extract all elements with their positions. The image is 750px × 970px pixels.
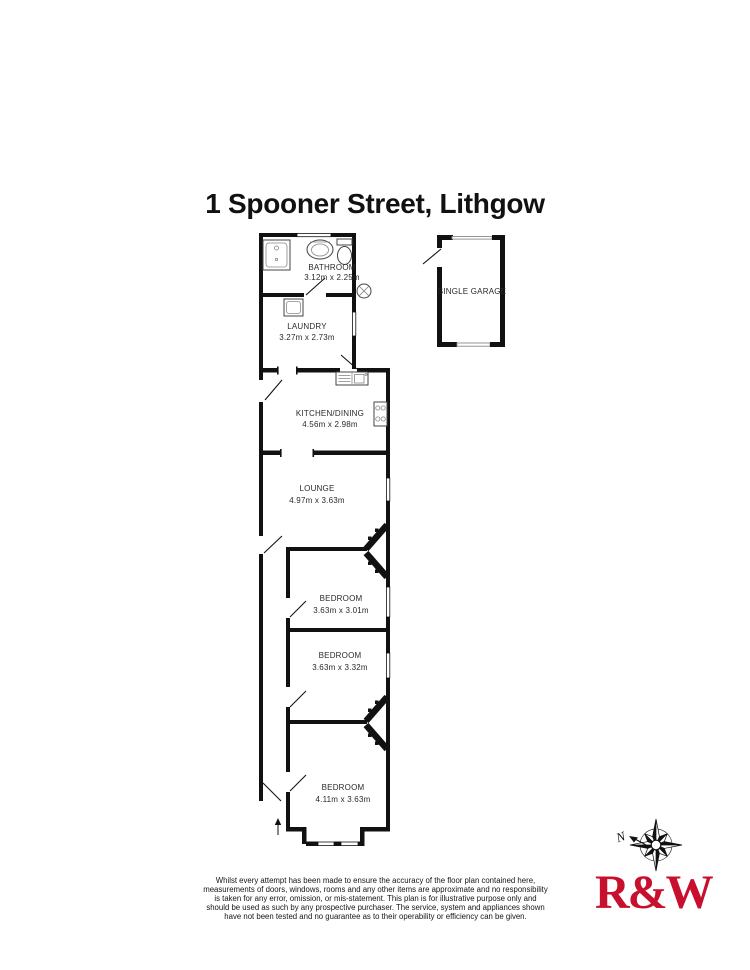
fireplace bbox=[366, 525, 387, 549]
fireplace bbox=[366, 725, 387, 749]
laundry-tub bbox=[284, 299, 303, 316]
wall-left bbox=[259, 554, 263, 801]
kitchen-door-swing bbox=[265, 380, 282, 400]
lounge-door-swing bbox=[264, 536, 282, 553]
stove bbox=[374, 402, 387, 426]
lounge-window bbox=[386, 478, 389, 501]
kitchen-sink bbox=[336, 372, 368, 385]
wall-divider bbox=[326, 293, 356, 297]
room-dims: 4.11m x 3.63m bbox=[315, 795, 371, 804]
wall bbox=[358, 842, 365, 847]
garage-opening bbox=[452, 237, 492, 240]
wall-right bbox=[386, 722, 390, 830]
wall-hall bbox=[286, 707, 290, 772]
bathroom-window bbox=[297, 234, 331, 237]
wall-divider bbox=[286, 720, 367, 724]
wall bbox=[259, 233, 298, 237]
wall bbox=[259, 368, 278, 373]
wall-hall bbox=[286, 549, 290, 598]
wall-right bbox=[386, 455, 390, 478]
basin bbox=[307, 240, 333, 259]
wall bbox=[363, 827, 390, 832]
wall bbox=[437, 235, 453, 240]
compass-rose bbox=[613, 819, 682, 871]
wall-left bbox=[259, 402, 263, 536]
wall-hall bbox=[286, 792, 290, 830]
room-dims: 3.27m x 2.73m bbox=[279, 333, 335, 342]
bay-window bbox=[318, 842, 334, 846]
room-label: BATHROOM bbox=[308, 263, 356, 272]
door-jamb bbox=[296, 367, 298, 375]
room-label: SINGLE GARAGE bbox=[437, 287, 507, 296]
bedroom-1 bbox=[286, 549, 390, 653]
north-label: N bbox=[614, 828, 628, 846]
bay-step bbox=[360, 827, 365, 844]
wall bbox=[297, 368, 340, 373]
toilet bbox=[337, 239, 352, 265]
wall-left bbox=[259, 233, 263, 380]
agency-logo: R&W bbox=[595, 866, 712, 919]
disclaimer-text: Whilst every attempt has been made to ensure the accuracy of the floor plan contained here, measurements of doors, windows, rooms and any other items are approximate and no responsibility is taken for any error, omission, or mis-statement. This plan is for illustrative purpose only and should be used as such by any prospective purchaser. The service, system and appliances shown have not been tested and no guarantee as to their operability or efficiency can be given. bbox=[203, 876, 548, 922]
wall-right bbox=[386, 549, 390, 587]
laundry-window bbox=[352, 312, 355, 336]
bedroom-door-swing bbox=[290, 601, 306, 617]
room-dims: 3.63m x 3.01m bbox=[313, 606, 369, 615]
room-label: BEDROOM bbox=[321, 783, 365, 792]
fireplace bbox=[366, 553, 387, 577]
bay-window bbox=[341, 842, 358, 846]
entry-arrow bbox=[275, 818, 281, 835]
front-door-swing bbox=[263, 783, 281, 801]
room-label: LAUNDRY bbox=[287, 322, 327, 331]
wall bbox=[314, 451, 390, 456]
room-label: KITCHEN/DINING bbox=[295, 409, 365, 418]
fireplace bbox=[366, 697, 387, 721]
room-dims: 4.56m x 2.98m bbox=[302, 420, 358, 429]
door-jamb bbox=[313, 449, 315, 457]
page-title: 1 Spooner Street, Lithgow bbox=[205, 188, 545, 219]
wall-divider bbox=[286, 628, 390, 632]
room-label: BEDROOM bbox=[318, 651, 362, 660]
garage bbox=[423, 235, 506, 347]
wall-divider bbox=[259, 293, 304, 297]
wall-left bbox=[437, 267, 442, 347]
wall bbox=[334, 842, 341, 847]
room-label: LOUNGE bbox=[299, 484, 335, 493]
room-label: BEDROOM bbox=[319, 594, 363, 603]
light-symbol bbox=[357, 284, 371, 298]
kitchen-dining bbox=[259, 367, 390, 537]
bedroom-door-swing bbox=[290, 775, 306, 791]
wall bbox=[490, 342, 505, 347]
wall-hall bbox=[286, 618, 290, 687]
bedroom-2 bbox=[286, 618, 390, 724]
wall bbox=[306, 842, 318, 847]
room-dims: 4.97m x 3.63m bbox=[289, 496, 345, 505]
door-jamb bbox=[280, 449, 282, 457]
wall bbox=[437, 342, 457, 347]
bay-step bbox=[302, 827, 307, 844]
bedroom-3 bbox=[263, 707, 390, 846]
shower bbox=[263, 240, 290, 270]
door-jamb bbox=[277, 367, 279, 375]
garage-door-swing bbox=[423, 249, 441, 264]
wall bbox=[331, 233, 356, 237]
room-dims: 3.12m x 2.25m bbox=[304, 273, 360, 282]
bedroom-window bbox=[386, 653, 389, 678]
wall-right bbox=[386, 617, 390, 653]
bedroom-window bbox=[386, 587, 389, 617]
room-dims: 3.63m x 3.32m bbox=[312, 663, 368, 672]
bathroom-laundry-block bbox=[259, 233, 371, 380]
garage-window bbox=[457, 343, 490, 346]
wall-divider bbox=[286, 547, 367, 551]
wall-right bbox=[352, 336, 356, 369]
bedroom-door-swing bbox=[290, 691, 306, 707]
